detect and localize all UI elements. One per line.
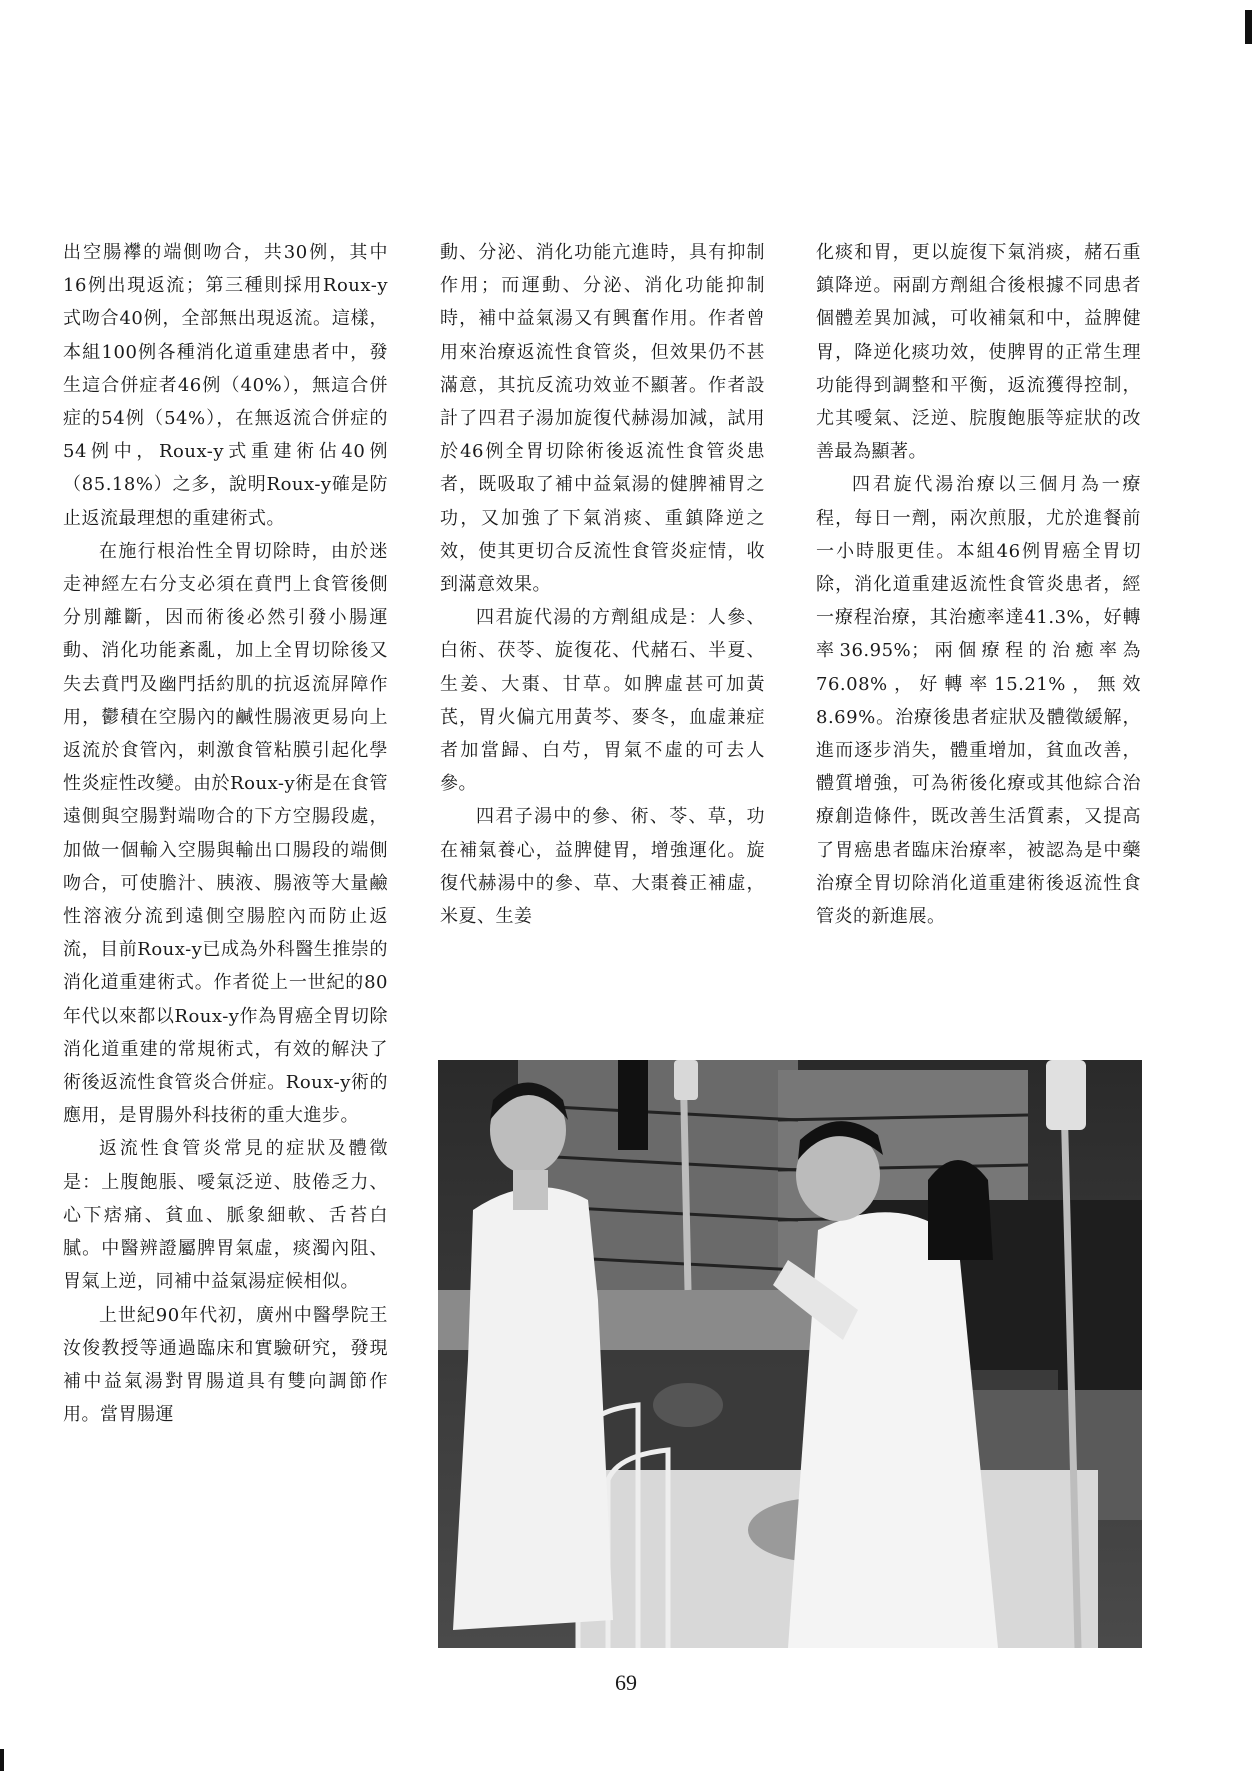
paragraph: 動、分泌、消化功能亢進時，具有抑制作用；而運動、分泌、消化功能抑制時，補中益氣湯又有興奮作用。作者曾用來治療返流性食管炎，但效果仍不甚滿意，其抗反流功效並不顯著。作者設計了四君子湯加旋復代赫湯加減，試用於46例全胃切除術後返流性食管炎患者，既吸取了補中益氣湯的健脾補胃之功，又加強了下氣消痰、重鎮降逆之效，使其更切合反流性食管炎症情，收到滿意效果。 (440, 242, 765, 596)
paragraph: 返流性食管炎常見的症狀及體徵是：上腹飽脹、噯氣泛逆、肢倦乏力、心下痞痛、貧血、脈象細軟、舌苔白膩。中醫辨證屬脾胃氣虛，痰濁內阻、胃氣上逆，同補中益氣湯症候相似。 (63, 1138, 388, 1293)
paragraph: 四君子湯中的參、術、苓、草，功在補氣養心，益脾健胃，增強運化。旋復代赫湯中的參、草、大棗養正補虛，米夏、生姜 (440, 806, 765, 928)
text-column-3 (816, 236, 1141, 933)
paragraph: 出空腸襻的端側吻合，共30例，其中16例出現返流；第三種則採用Roux-y式吻合40例，全部無出現返流。這樣，本組100例各種消化道重建患者中，發生這合併症者46例（40%），無這合併症的54例（54%），在無返流合併症的54例中，Roux-y式重建術佔40例（85.18%）之多，說明Roux-y確是防止返流最理想的重建術式。 (63, 242, 388, 529)
text-column-1 (63, 236, 388, 1431)
paragraph: 化痰和胃，更以旋復下氣消痰，赭石重鎮降逆。兩副方劑組合後根據不同患者個體差異加減，可收補氣和中，益脾健胃，降逆化痰功效，使脾胃的正常生理功能得到調整和平衡，返流獲得控制，尤其噯氣、泛逆、脘腹飽脹等症狀的改善最為顯著。 (816, 242, 1141, 463)
hospital-ward-photo (438, 1060, 1142, 1648)
paragraph: 四君旋代湯的方劑組成是：人參、白術、茯苓、旋復花、代赭石、半夏、生姜、大棗、甘草。如脾虛甚可加黃芪，胃火偏亢用黃芩、麥冬，血虛兼症者加當歸、白芍，胃氣不虛的可去人參。 (440, 607, 765, 795)
text-column-2 (440, 236, 765, 933)
paragraph: 四君旋代湯治療以三個月為一療程，每日一劑，兩次煎服，尤於進餐前一小時服更佳。本組46例胃癌全胃切除，消化道重建返流性食管炎患者，經一療程治療，其治癒率達41.3%，好轉率36.95%；兩個療程的治癒率為76.08%，好轉率15.21%，無效8.69%。治療後患者症狀及體徵緩解，進而逐步消失，體重增加，貧血改善，體質增強，可為術後化療或其他綜合治療創造條件，既改善生活質素，又提高了胃癌患者臨床治療率，被認為是中藥治療全胃切除消化道重建術後返流性食管炎的新進展。 (816, 474, 1141, 928)
paragraph: 在施行根治性全胃切除時，由於迷走神經左右分支必須在賁門上食管後側分別離斷，因而術後必然引發小腸運動、消化功能紊亂，加上全胃切除後又失去賁門及幽門括約肌的抗返流屏障作用，鬱積在空腸內的鹹性腸液更易向上返流於食管內，刺激食管粘膜引起化學性炎症性改變。由於Roux-y術是在食管遠側與空腸對端吻合的下方空腸段處，加做一個輸入空腸與輸出口腸段的端側吻合，可使膽汁、胰液、腸液等大量鹼性溶液分流到遠側空腸腔內而防止返流，目前Roux-y已成為外科醫生推崇的消化道重建術式。作者從上一世紀的80年代以來都以Roux-y作為胃癌全胃切除消化道重建的常規術式，有效的解決了術後返流性食管炎合併症。Roux-y術的應用，是胃腸外科技術的重大進步。 (63, 540, 388, 1127)
scan-edge-mark (0, 1749, 4, 1771)
scan-edge-mark (1245, 10, 1252, 44)
paragraph: 上世紀90年代初，廣州中醫學院王汝俊教授等通過臨床和實驗研究，發現補中益氣湯對胃腸道具有雙向調節作用。當胃腸運 (63, 1304, 388, 1426)
page-number: 69 (615, 1670, 637, 1695)
